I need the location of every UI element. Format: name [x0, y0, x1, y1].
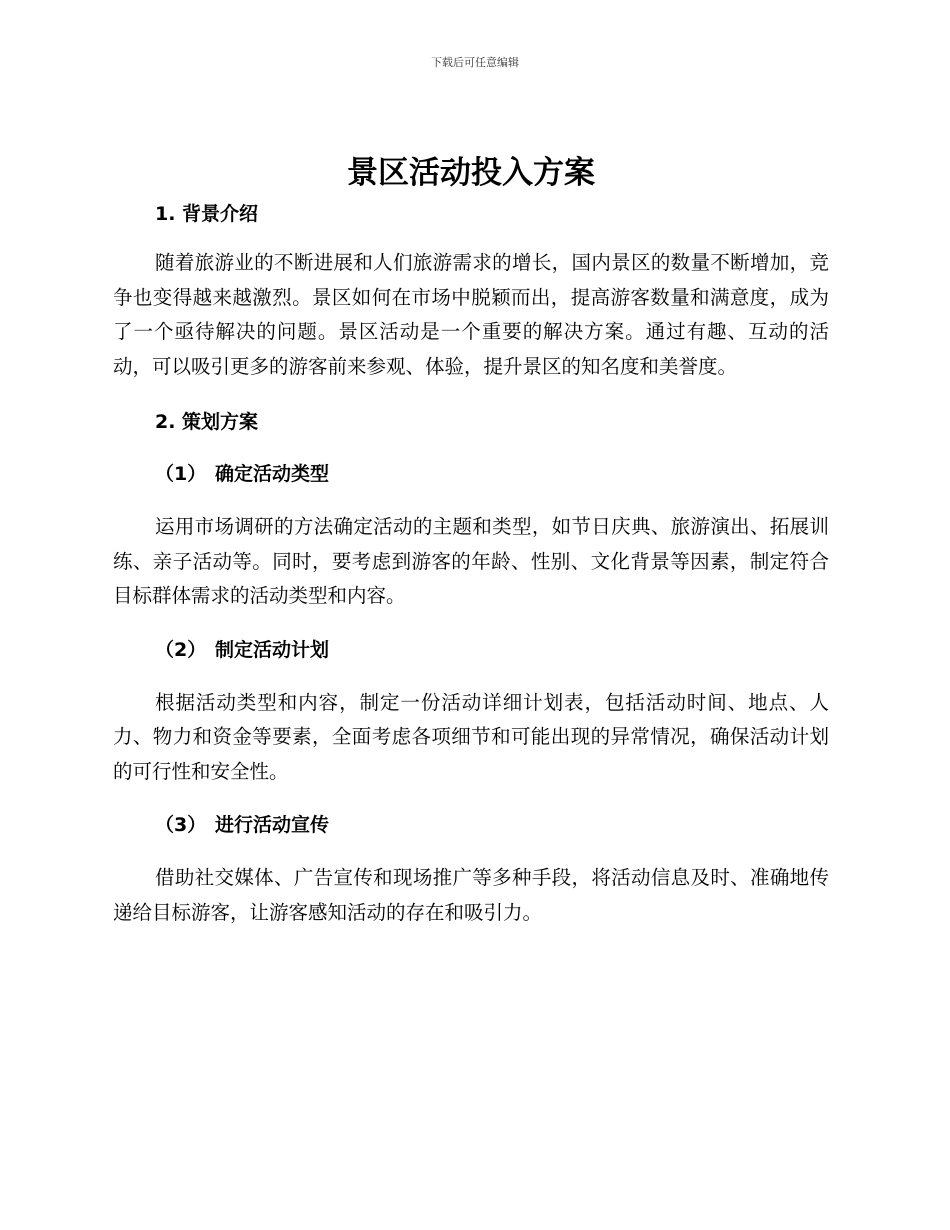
background-paragraph: 随着旅游业的不断进展和人们旅游需求的增长，国内景区的数量不断增加，竞争也变得越来越激烈。景区如何在市场中脱颖而出，提高游客数量和满意度，成为了一个亟待解决的问题。景区活动是一个重要的解决方案。通过有趣、互动的活动，可以吸引更多的游客前来参观、体验，提升景区的知名度和美誉度。 [113, 251, 829, 378]
subheading-activity-type [113, 458, 829, 490]
activity-plan-paragraph: 根据活动类型和内容，制定一份活动详细计划表，包括活动时间、地点、人力、物力和资金等要素，全面考虑各项细节和可能出现的异常情况，确保活动计划的可行性和安全性。 [113, 690, 829, 783]
subheading-activity-plan [113, 634, 829, 666]
section-heading-planning: 2. 策划方案 [155, 411, 259, 433]
activity-type-paragraph: 运用市场调研的方法确定活动的主题和类型，如节日庆典、旅游演出、拓展训练、亲子活动等。同时，要考虑到游客的年龄、性别、文化背景等因素，制定符合目标群体需求的活动类型和内容。 [113, 515, 829, 607]
document-body [113, 148, 829, 930]
subheading-title: 进行活动宣传 [215, 814, 330, 836]
activity-promotion-paragraph: 借助社交媒体、广告宣传和现场推广等多种手段，将活动信息及时、准确地传递给目标游客，让游客感知活动的存在和吸引力。 [113, 866, 829, 924]
section-heading-background: 1. 背景介绍 [155, 203, 259, 225]
subheading-activity-promotion [113, 809, 829, 841]
document-title: 景区活动投入方案 [347, 155, 595, 191]
subheading-number: （1） [155, 463, 207, 485]
subheading-title: 确定活动类型 [215, 463, 330, 485]
subheading-number: （3） [155, 814, 207, 836]
subheading-title: 制定活动计划 [215, 638, 330, 661]
subheading-number: （2） [155, 638, 207, 661]
page-header-note: 下载后可任意编辑 [431, 56, 519, 69]
